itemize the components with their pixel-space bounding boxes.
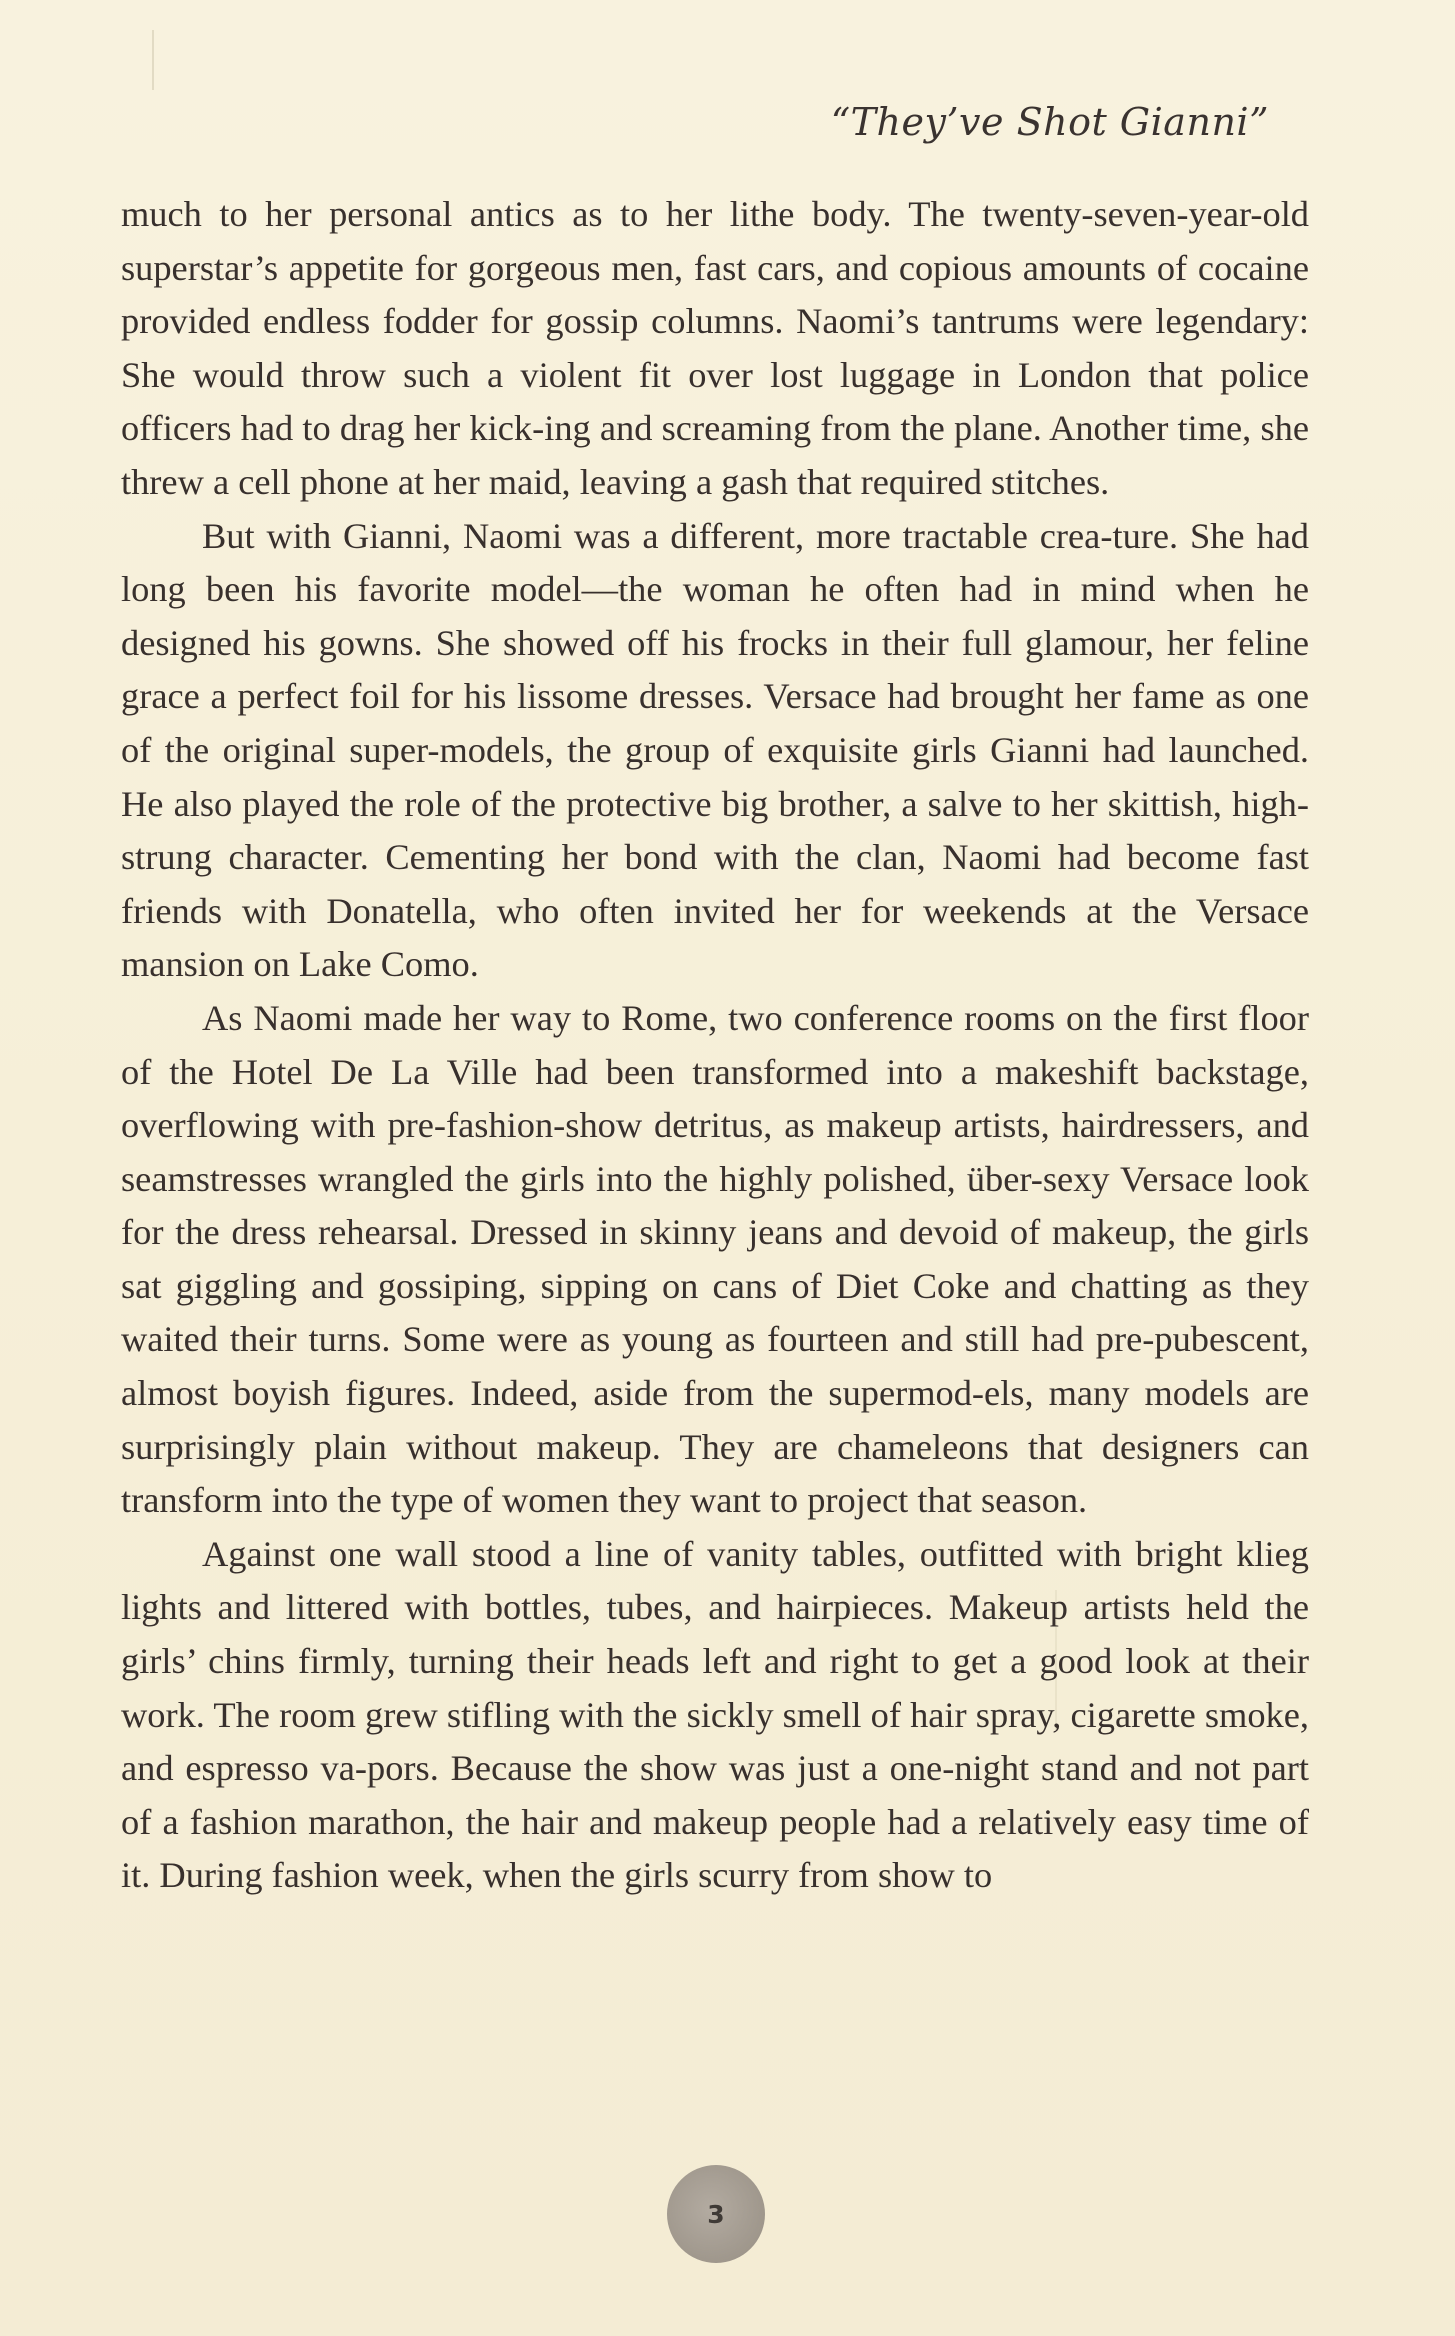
page-number: 3	[707, 2199, 725, 2229]
paragraph-4: Against one wall stood a line of vanity tables, outfitted with bright klieg lights and littered with bottles, tubes, and hairpieces. Makeup artists held the girls’ chins firmly, turning their heads left and right to get a good look at their work. The room grew stifling with the sickly smell of hair spray, cigarette smoke, and espresso va-pors. Because the show was just a one-night stand and not part of a fashion marathon, the hair and makeup people had a relatively easy time of it. During fashion week, when the girls scurry from show to	[121, 1533, 1309, 1896]
paragraph-1: much to her personal antics as to her lithe body. The twenty-seven-year-old superstar’s appetite for gorgeous men, fast cars, and copious amounts of cocaine provided endless fodder for gossip columns. Naomi’s tantrums were legendary: She would throw such a violent fit over lost luggage in London that police officers had to drag her kick-ing and screaming from the plane. Another time, she threw a cell phone at her maid, leaving a gash that required stitches.	[121, 194, 1309, 502]
paragraph-2: But with Gianni, Naomi was a different, more tractable crea-ture. She had long been his favorite model—the woman he often had in mind when he designed his gowns. She showed off his frocks in their full glamour, her feline grace a perfect foil for his lissome dresses. Versace had brought her fame as one of the original super-models, the group of exquisite girls Gianni had launched. He also played the role of the protective big brother, a salve to her skittish, high-strung character. Cementing her bond with the clan, Naomi had become fast friends with Donatella, who often invited her for weekends at the Versace mansion on Lake Como.	[121, 515, 1309, 985]
page-crease-left	[152, 30, 154, 90]
running-head: “They’ve Shot Gianni”	[830, 100, 1269, 144]
page-number-badge	[667, 2165, 765, 2263]
body-text	[121, 188, 1309, 1903]
paragraph-3: As Naomi made her way to Rome, two conference rooms on the first floor of the Hotel De La Ville had been transformed into a makeshift backstage, overflowing with pre-fashion-show detritus, as makeup artists, hairdressers, and seamstresses wrangled the girls into the highly polished, über-sexy Versace look for the dress rehearsal. Dressed in skinny jeans and devoid of makeup, the girls sat giggling and gossiping, sipping on cans of Diet Coke and chatting as they waited their turns. Some were as young as fourteen and still had pre-pubescent, almost boyish figures. Indeed, aside from the supermod-els, many models are surprisingly plain without makeup. They are chameleons that designers can transform into the type of women they want to project that season.	[121, 997, 1309, 1521]
